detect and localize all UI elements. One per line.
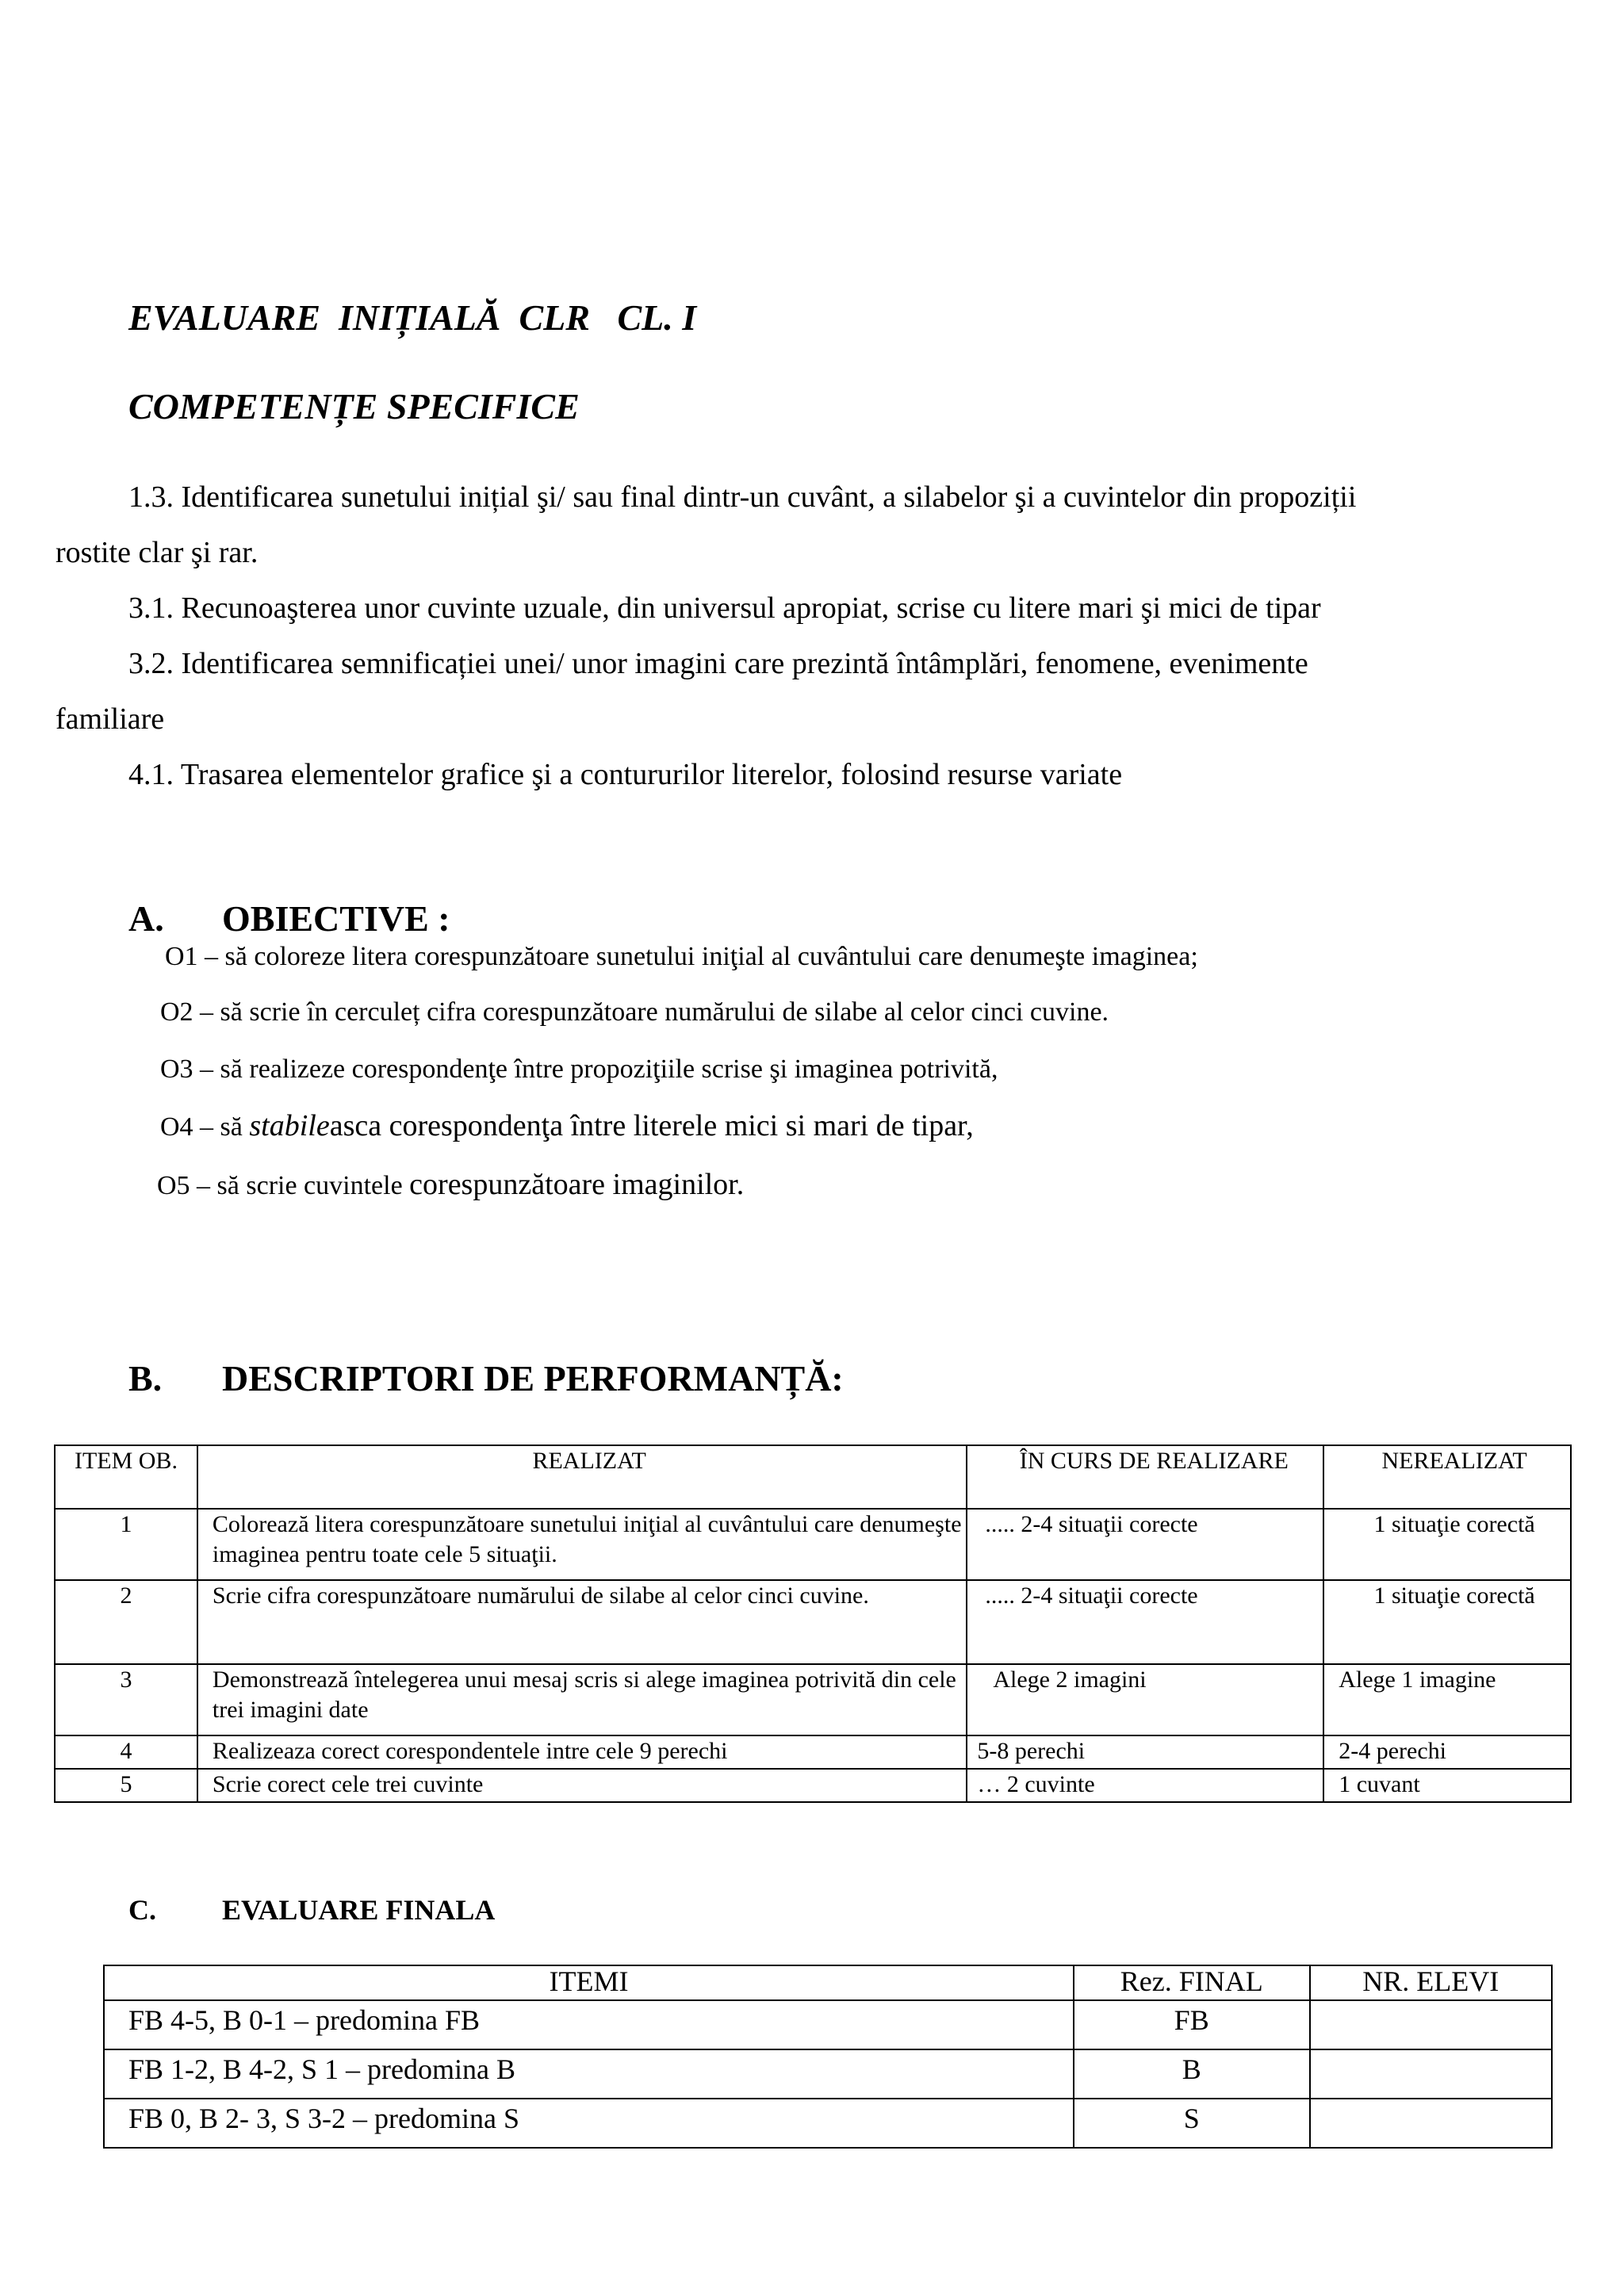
competency-text: 4.1. Trasarea elementelor grafice şi a contururilor literelor, folosind resurse variate (128, 758, 1123, 791)
header-itemi: ITEMI (104, 1965, 1074, 2000)
section-letter: C. (128, 1894, 156, 1926)
rez-final-cell: FB (1074, 2000, 1310, 2049)
table-header-row (55, 1445, 1571, 1509)
table-row (104, 2049, 1552, 2099)
competency-3-2 (56, 636, 1562, 747)
itemi-cell: FB 1-2, B 4-2, S 1 – predomina B (104, 2049, 1074, 2099)
table-row (55, 1769, 1571, 1802)
objective-prefix: O5 – să scrie cuvintele (157, 1171, 403, 1200)
realizat-cell: Demonstrează întelegerea unui mesaj scris si alege imaginea potrivită din cele trei imagini date (197, 1664, 967, 1735)
competency-1-3 (56, 469, 1562, 580)
header-rez-final: Rez. FINAL (1074, 1965, 1310, 2000)
objective-rest: asca corespondenţa între literele mici si mari de tipar, (329, 1109, 974, 1142)
competency-4-1 (56, 747, 1562, 802)
realizat-cell: Realizeaza corect corespondentele intre cele 9 perechi (197, 1735, 967, 1769)
realizat-cell: Scrie cifra corespunzătoare numărului de silabe al celor cinci cuvine. (197, 1580, 967, 1664)
section-letter: B. (128, 1358, 163, 1399)
in-curs-cell: 5-8 perechi (967, 1735, 1323, 1769)
header-in-curs: ÎN CURS DE REALIZARE (967, 1445, 1323, 1509)
in-curs-cell: … 2 cuvinte (967, 1769, 1323, 1802)
competency-text: 3.2. Identificarea semnificației unei/ unor imagini care prezintă întâmplări, fenomene, evenimente (128, 647, 1308, 680)
in-curs-cell: ..... 2-4 situaţii corecte (967, 1580, 1323, 1664)
nerealizat-cell: Alege 1 imagine (1323, 1664, 1571, 1735)
header-realizat: REALIZAT (197, 1445, 967, 1509)
table-row (55, 1735, 1571, 1769)
section-letter: A. (128, 898, 164, 939)
header-nerealizat: NEREALIZAT (1323, 1445, 1571, 1509)
header-item: ITEM OB. (55, 1445, 197, 1509)
item-number: 5 (55, 1769, 197, 1802)
in-curs-cell: Alege 2 imagini (967, 1664, 1323, 1735)
competency-3-1 (56, 580, 1562, 636)
objective-o2: O2 – să scrie în cerculeț cifra corespunzătoare numărului de silabe al celor cinci cuvine. (160, 997, 1109, 1027)
header-nr-elevi: NR. ELEVI (1310, 1965, 1553, 2000)
nr-elevi-cell (1310, 2000, 1553, 2049)
competency-continuation: rostite clar şi rar. (56, 536, 259, 569)
rez-final-cell: S (1074, 2099, 1310, 2148)
in-curs-cell: ..... 2-4 situaţii corecte (967, 1509, 1323, 1580)
objective-o1: O1 – să coloreze litera corespunzătoare sunetului iniţial al cuvântului care denumeşte imaginea; (165, 942, 1198, 971)
realizat-cell: Colorează litera corespunzătoare sunetului iniţial al cuvântului care denumeşte imaginea pentru toate cele 5 situaţii. (197, 1509, 967, 1580)
objective-o5 (157, 1167, 744, 1202)
itemi-cell: FB 0, B 2- 3, S 3-2 – predomina S (104, 2099, 1074, 2148)
section-title: DESCRIPTORI DE PERFORMANȚĂ: (222, 1358, 844, 1399)
nerealizat-cell: 1 cuvant (1323, 1769, 1571, 1802)
itemi-cell: FB 4-5, B 0-1 – predomina FB (104, 2000, 1074, 2049)
competency-text: 1.3. Identificarea sunetului inițial şi/ sau final dintr-un cuvânt, a silabelor şi a cuvintelor din propoziții (128, 480, 1357, 514)
table-row (104, 2000, 1552, 2049)
item-number: 2 (55, 1580, 197, 1664)
objective-o4 (160, 1108, 974, 1143)
section-a-heading (128, 897, 450, 939)
table-row (55, 1509, 1571, 1580)
realizat-cell: Scrie corect cele trei cuvinte (197, 1769, 967, 1802)
section-title: OBIECTIVE : (222, 898, 450, 939)
final-evaluation-table (103, 1965, 1553, 2149)
document-title: EVALUARE INIȚIALĂ CLR CL. I (128, 297, 697, 338)
table-header-row (104, 1965, 1552, 2000)
competency-text: 3.1. Recunoaşterea unor cuvinte uzuale, din universul apropiat, scrise cu litere mari şi mici de tipar (128, 591, 1321, 625)
nerealizat-cell: 1 situaţie corectă (1323, 1580, 1571, 1664)
objective-prefix: O4 – să (160, 1112, 243, 1142)
table-row (104, 2099, 1552, 2148)
section-c-heading (128, 1893, 495, 1927)
nerealizat-cell: 1 situaţie corectă (1323, 1509, 1571, 1580)
table-row (55, 1664, 1571, 1735)
nerealizat-cell: 2-4 perechi (1323, 1735, 1571, 1769)
nr-elevi-cell (1310, 2049, 1553, 2099)
objective-rest: corespunzătoare imaginilor. (409, 1168, 745, 1201)
competency-continuation: familiare (56, 702, 165, 736)
table-row (55, 1580, 1571, 1664)
item-number: 4 (55, 1735, 197, 1769)
item-number: 1 (55, 1509, 197, 1580)
item-number: 3 (55, 1664, 197, 1735)
objective-italic-fragment: stabile (249, 1109, 330, 1142)
nr-elevi-cell (1310, 2099, 1553, 2148)
section-title: EVALUARE FINALA (222, 1894, 496, 1926)
performance-descriptors-table (54, 1445, 1572, 1803)
objective-o3: O3 – să realizeze corespondenţe între propoziţiile scrise şi imaginea potrivită, (160, 1054, 998, 1084)
section-b-heading (128, 1357, 844, 1399)
competencies-heading: COMPETENȚE SPECIFICE (128, 386, 580, 427)
rez-final-cell: B (1074, 2049, 1310, 2099)
